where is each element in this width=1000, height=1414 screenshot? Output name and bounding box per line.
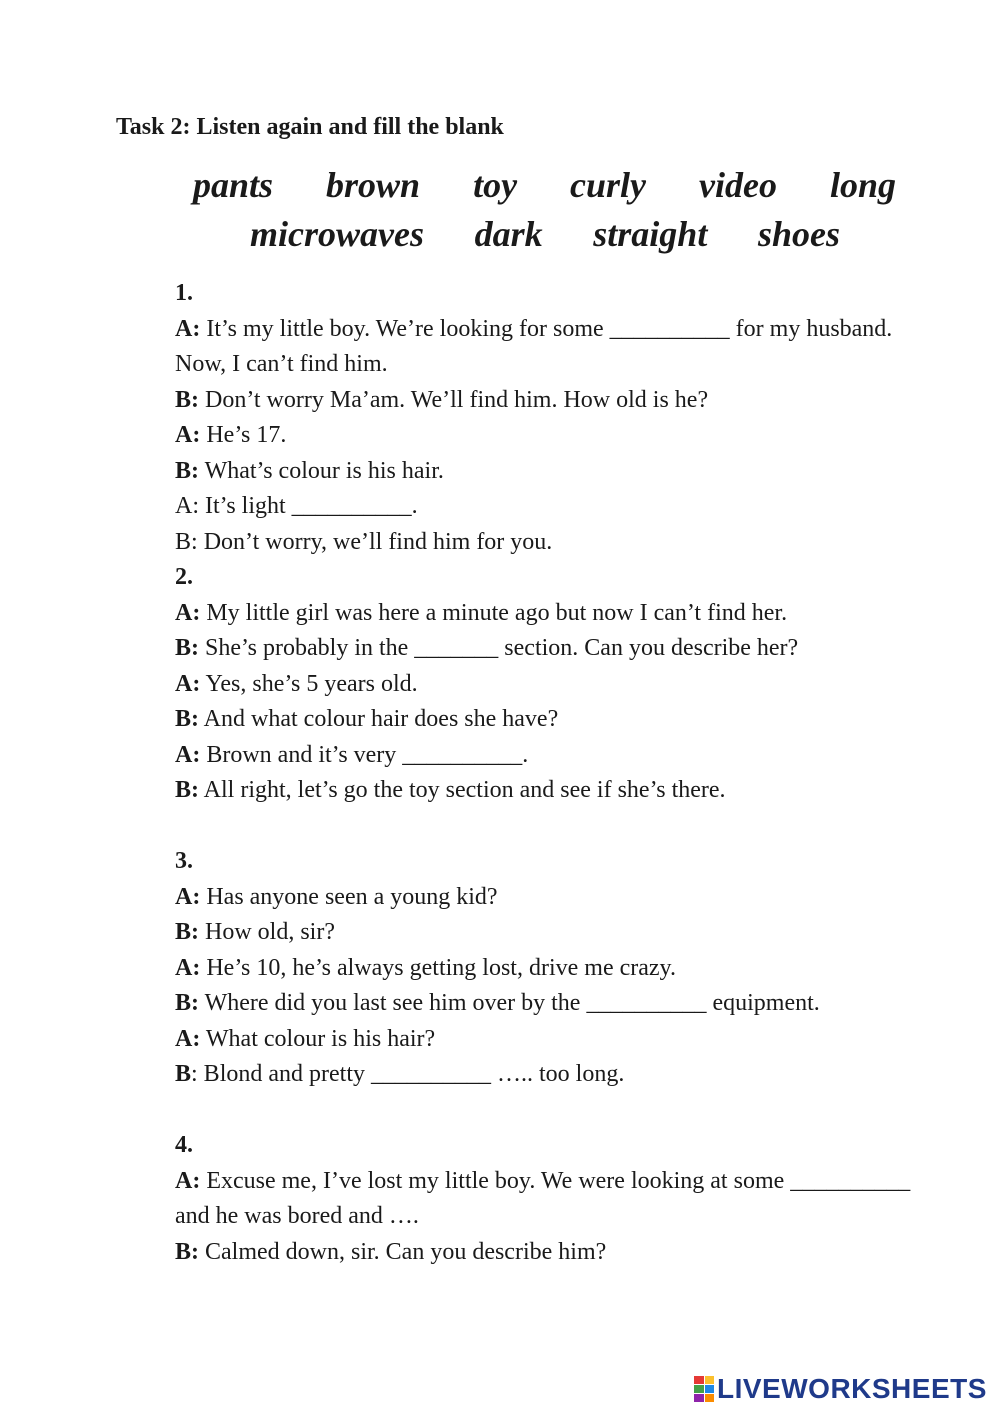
dialogue-line: [175, 738, 935, 774]
dialogue-line: [175, 312, 935, 383]
dialogue-line: [175, 1235, 935, 1271]
dialogue-line: [175, 596, 935, 632]
dialogues: [175, 276, 935, 1270]
speaker-label: B:: [175, 528, 198, 555]
liveworksheets-logo: [694, 1374, 987, 1404]
word-bank-row-2: [250, 213, 840, 255]
logo-tile: [705, 1376, 715, 1384]
word-bank-item: straight: [593, 214, 708, 254]
word-bank-item: pants: [193, 165, 274, 205]
speaker-label: B:: [175, 457, 199, 484]
speaker-label: A:: [175, 670, 201, 697]
dialogue-line: [175, 1022, 935, 1058]
line-text: All right, let’s go the toy section and see if she’s there.: [199, 777, 726, 803]
dialogue-line: [175, 383, 935, 419]
line-text: He’s 17.: [200, 422, 287, 448]
word-bank-item: long: [829, 165, 896, 205]
speaker-label: B:: [175, 706, 199, 732]
task-title: Task 2: Listen again and fill the blank: [116, 114, 504, 140]
speaker-label: B:: [175, 777, 199, 803]
line-text: What colour is his hair?: [200, 1025, 436, 1052]
line-text: How old, sir?: [199, 919, 335, 945]
dialogue-number: 3.: [175, 848, 193, 874]
word-bank-item: shoes: [757, 214, 840, 254]
speaker-label: A:: [175, 493, 199, 519]
speaker-label: A:: [175, 422, 201, 448]
dialogue-line: [175, 1057, 935, 1093]
dialogue-number: 4.: [175, 1132, 193, 1158]
line-text: It’s my little boy. We’re looking for some __________ for my husband. Now, I can’t find him.: [175, 315, 893, 377]
dialogue-line: [175, 418, 935, 454]
dialogue-line: [175, 454, 935, 490]
speaker-label: A:: [175, 741, 201, 768]
line-text: Brown and it’s very __________.: [200, 741, 529, 768]
word-bank-item: brown: [326, 165, 421, 205]
dialogue-line: [175, 986, 935, 1022]
speaker-label: B:: [175, 1238, 199, 1265]
dialogue-line: [175, 880, 935, 916]
speaker-label: A:: [175, 1167, 201, 1194]
dialogue-line: [175, 915, 935, 951]
logo-tile: [705, 1385, 715, 1393]
dialogue-line: [175, 1164, 935, 1235]
speaker-label: B:: [175, 386, 199, 413]
logo-tile: [694, 1385, 704, 1393]
speaker-label: A:: [175, 883, 201, 910]
line-text: Don’t worry Ma’am. We’ll find him. How old is he?: [199, 386, 709, 413]
dialogue-line: [175, 631, 935, 667]
line-text: Yes, she’s 5 years old.: [200, 670, 418, 697]
word-bank-item: dark: [474, 214, 543, 254]
liveworksheets-logo-text: LIVEWORKSHEETS: [717, 1373, 987, 1404]
line-text: He’s 10, he’s always getting lost, drive me crazy.: [200, 954, 676, 981]
liveworksheets-logo-icon: [694, 1376, 714, 1402]
line-text: She’s probably in the _______ section. Can you describe her?: [199, 635, 799, 661]
dialogue-line: [175, 525, 935, 561]
dialogue-line: [175, 667, 935, 703]
line-text: What’s colour is his hair.: [199, 457, 444, 484]
dialogue-number: 2.: [175, 564, 193, 590]
word-bank-item: curly: [570, 165, 647, 205]
line-text: My little girl was here a minute ago but now I can’t find her.: [200, 599, 788, 626]
word-bank-row-1: [193, 164, 896, 206]
line-text: Calmed down, sir. Can you describe him?: [199, 1238, 607, 1265]
spacer: [175, 809, 935, 845]
speaker-label: A:: [175, 954, 201, 981]
logo-tile: [694, 1394, 704, 1402]
word-bank-item: microwaves: [250, 214, 424, 254]
line-text: It’s light __________.: [199, 493, 418, 519]
line-text: Where did you last see him over by the __________ equipment.: [199, 990, 820, 1016]
logo-tile: [694, 1376, 704, 1384]
speaker-label: B:: [175, 635, 199, 661]
word-bank-item: video: [699, 165, 777, 205]
word-bank-item: toy: [473, 165, 518, 205]
logo-tile: [705, 1394, 715, 1402]
line-text: Excuse me, I’ve lost my little boy. We were looking at some __________ and he was bored and ….: [175, 1167, 911, 1229]
dialogue-line: [175, 489, 935, 525]
speaker-label: A:: [175, 599, 201, 626]
line-text: Has anyone seen a young kid?: [200, 883, 498, 910]
speaker-label: A:: [175, 315, 201, 342]
speaker-label: B:: [175, 990, 199, 1016]
dialogue-line: [175, 951, 935, 987]
dialogue-line: [175, 773, 935, 809]
line-text: : Blond and pretty __________ ….. too long.: [191, 1061, 625, 1087]
dialogue-line: [175, 702, 935, 738]
spacer: [175, 1093, 935, 1129]
dialogue-number: 1.: [175, 280, 193, 306]
speaker-label: B: [175, 1061, 192, 1087]
line-text: Don’t worry, we’ll find him for you.: [197, 528, 553, 555]
line-text: And what colour hair does she have?: [199, 706, 559, 732]
speaker-label: A:: [175, 1025, 201, 1052]
speaker-label: B:: [175, 919, 199, 945]
